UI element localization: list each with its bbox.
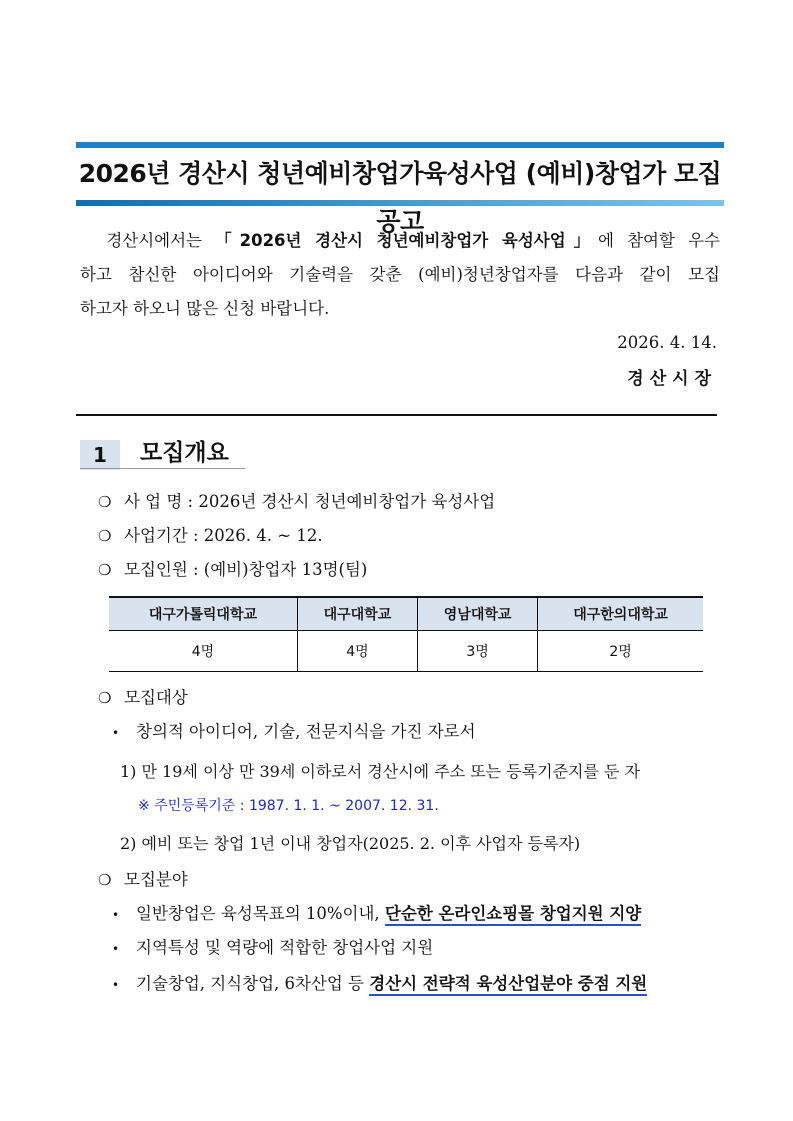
- signer: 경산시장: [627, 369, 717, 389]
- bullet-text: 지역특성 및 역량에 적합한 창업사업 지원: [136, 938, 434, 957]
- dot-bullet-icon: •: [112, 942, 120, 956]
- bullet-quota: [98, 556, 367, 584]
- table-header-cell: 대구가톨릭대학교: [109, 597, 297, 631]
- bullet-text: 모집대상: [124, 688, 188, 707]
- intro-text: 에 참여할 우수: [598, 231, 720, 250]
- table-cell: 4명: [297, 631, 417, 672]
- section-underline: [80, 468, 245, 469]
- circle-bullet-icon: ❍: [98, 561, 112, 579]
- bullet-text: 일반창업은 육성목표의 10%이내,: [136, 904, 385, 923]
- circle-bullet-icon: ❍: [98, 689, 112, 707]
- target-condition-2: 2) 예비 또는 창업 1년 이내 창업자(2025. 2. 이후 사업자 등록자): [120, 834, 581, 853]
- sub-bullet-field-1: [112, 900, 641, 929]
- section-title: 모집개요: [140, 440, 229, 466]
- dot-bullet-icon: •: [112, 978, 120, 992]
- bullet-text: 모집분야: [124, 870, 188, 889]
- dot-bullet-icon: •: [112, 908, 120, 922]
- title-bottom-bar: [76, 200, 724, 206]
- bullet-text: 사업기간 : 2026. 4. ~ 12.: [124, 526, 323, 545]
- birthdate-note: ※ 주민등록기준 : 1987. 1. 1. ~ 2007. 12. 31.: [138, 798, 439, 814]
- intro-line-3: 하고자 하오니 많은 신청 바랍니다.: [80, 299, 330, 318]
- circle-bullet-icon: ❍: [98, 871, 112, 889]
- emphasis-text: 경산시 전략적 육성산업분야 중점 지원: [369, 974, 647, 996]
- table-cell: 3명: [418, 631, 538, 672]
- announcement-date: 2026. 4. 14.: [617, 333, 717, 352]
- bullet-text: 모집인원 : (예비)창업자 13명(팀): [124, 560, 368, 579]
- page-title: 2026년 경산시 청년예비창업가육성사업 (예비)창업가 모집 공고: [78, 159, 722, 236]
- target-condition-1: 1) 만 19세 이상 만 39세 이하로서 경산시에 주소 또는 등록기준지를 둔 자: [120, 762, 641, 781]
- table-header-row: [109, 597, 703, 631]
- bullet-text: 창의적 아이디어, 기술, 전문지식을 가진 자로서: [136, 722, 476, 741]
- section-divider: [76, 414, 717, 416]
- emphasis-text: 단순한 온라인쇼핑몰 창업지원 지양: [385, 904, 641, 926]
- bullet-field: [98, 866, 188, 894]
- intro-line-2: 하고 참신한 아이디어와 기술력을 갖춘 (예비)청년창업자를 다음과 같이 모집: [80, 265, 720, 284]
- sub-bullet-target: [112, 718, 476, 747]
- sub-bullet-field-2: [112, 934, 433, 963]
- table-cell: 2명: [538, 631, 703, 672]
- bullet-project-name: [98, 488, 495, 516]
- title-top-bar: [76, 142, 724, 148]
- sub-bullet-field-3: [112, 970, 647, 999]
- table-row: [109, 631, 703, 672]
- bullet-target: [98, 684, 188, 712]
- table-header-cell: 대구한의대학교: [538, 597, 703, 631]
- table-header-cell: 영남대학교: [418, 597, 538, 631]
- bullet-text: 기술창업, 지식창업, 6차산업 등: [136, 974, 370, 993]
- section-number: 1: [80, 440, 120, 470]
- dot-bullet-icon: •: [112, 726, 120, 740]
- table-cell: 4명: [109, 631, 297, 672]
- table-header-cell: 대구대학교: [297, 597, 417, 631]
- program-name: 「2026년 경산시 청년예비창업가 육성사업」: [215, 231, 598, 250]
- intro-line-1: [80, 224, 720, 258]
- circle-bullet-icon: ❍: [98, 493, 112, 511]
- bullet-period: [98, 522, 323, 550]
- circle-bullet-icon: ❍: [98, 527, 112, 545]
- bullet-text: 사 업 명 : 2026년 경산시 청년예비창업가 육성사업: [124, 492, 496, 511]
- intro-text: 경산시에서는: [106, 231, 216, 250]
- quota-table: [109, 596, 703, 672]
